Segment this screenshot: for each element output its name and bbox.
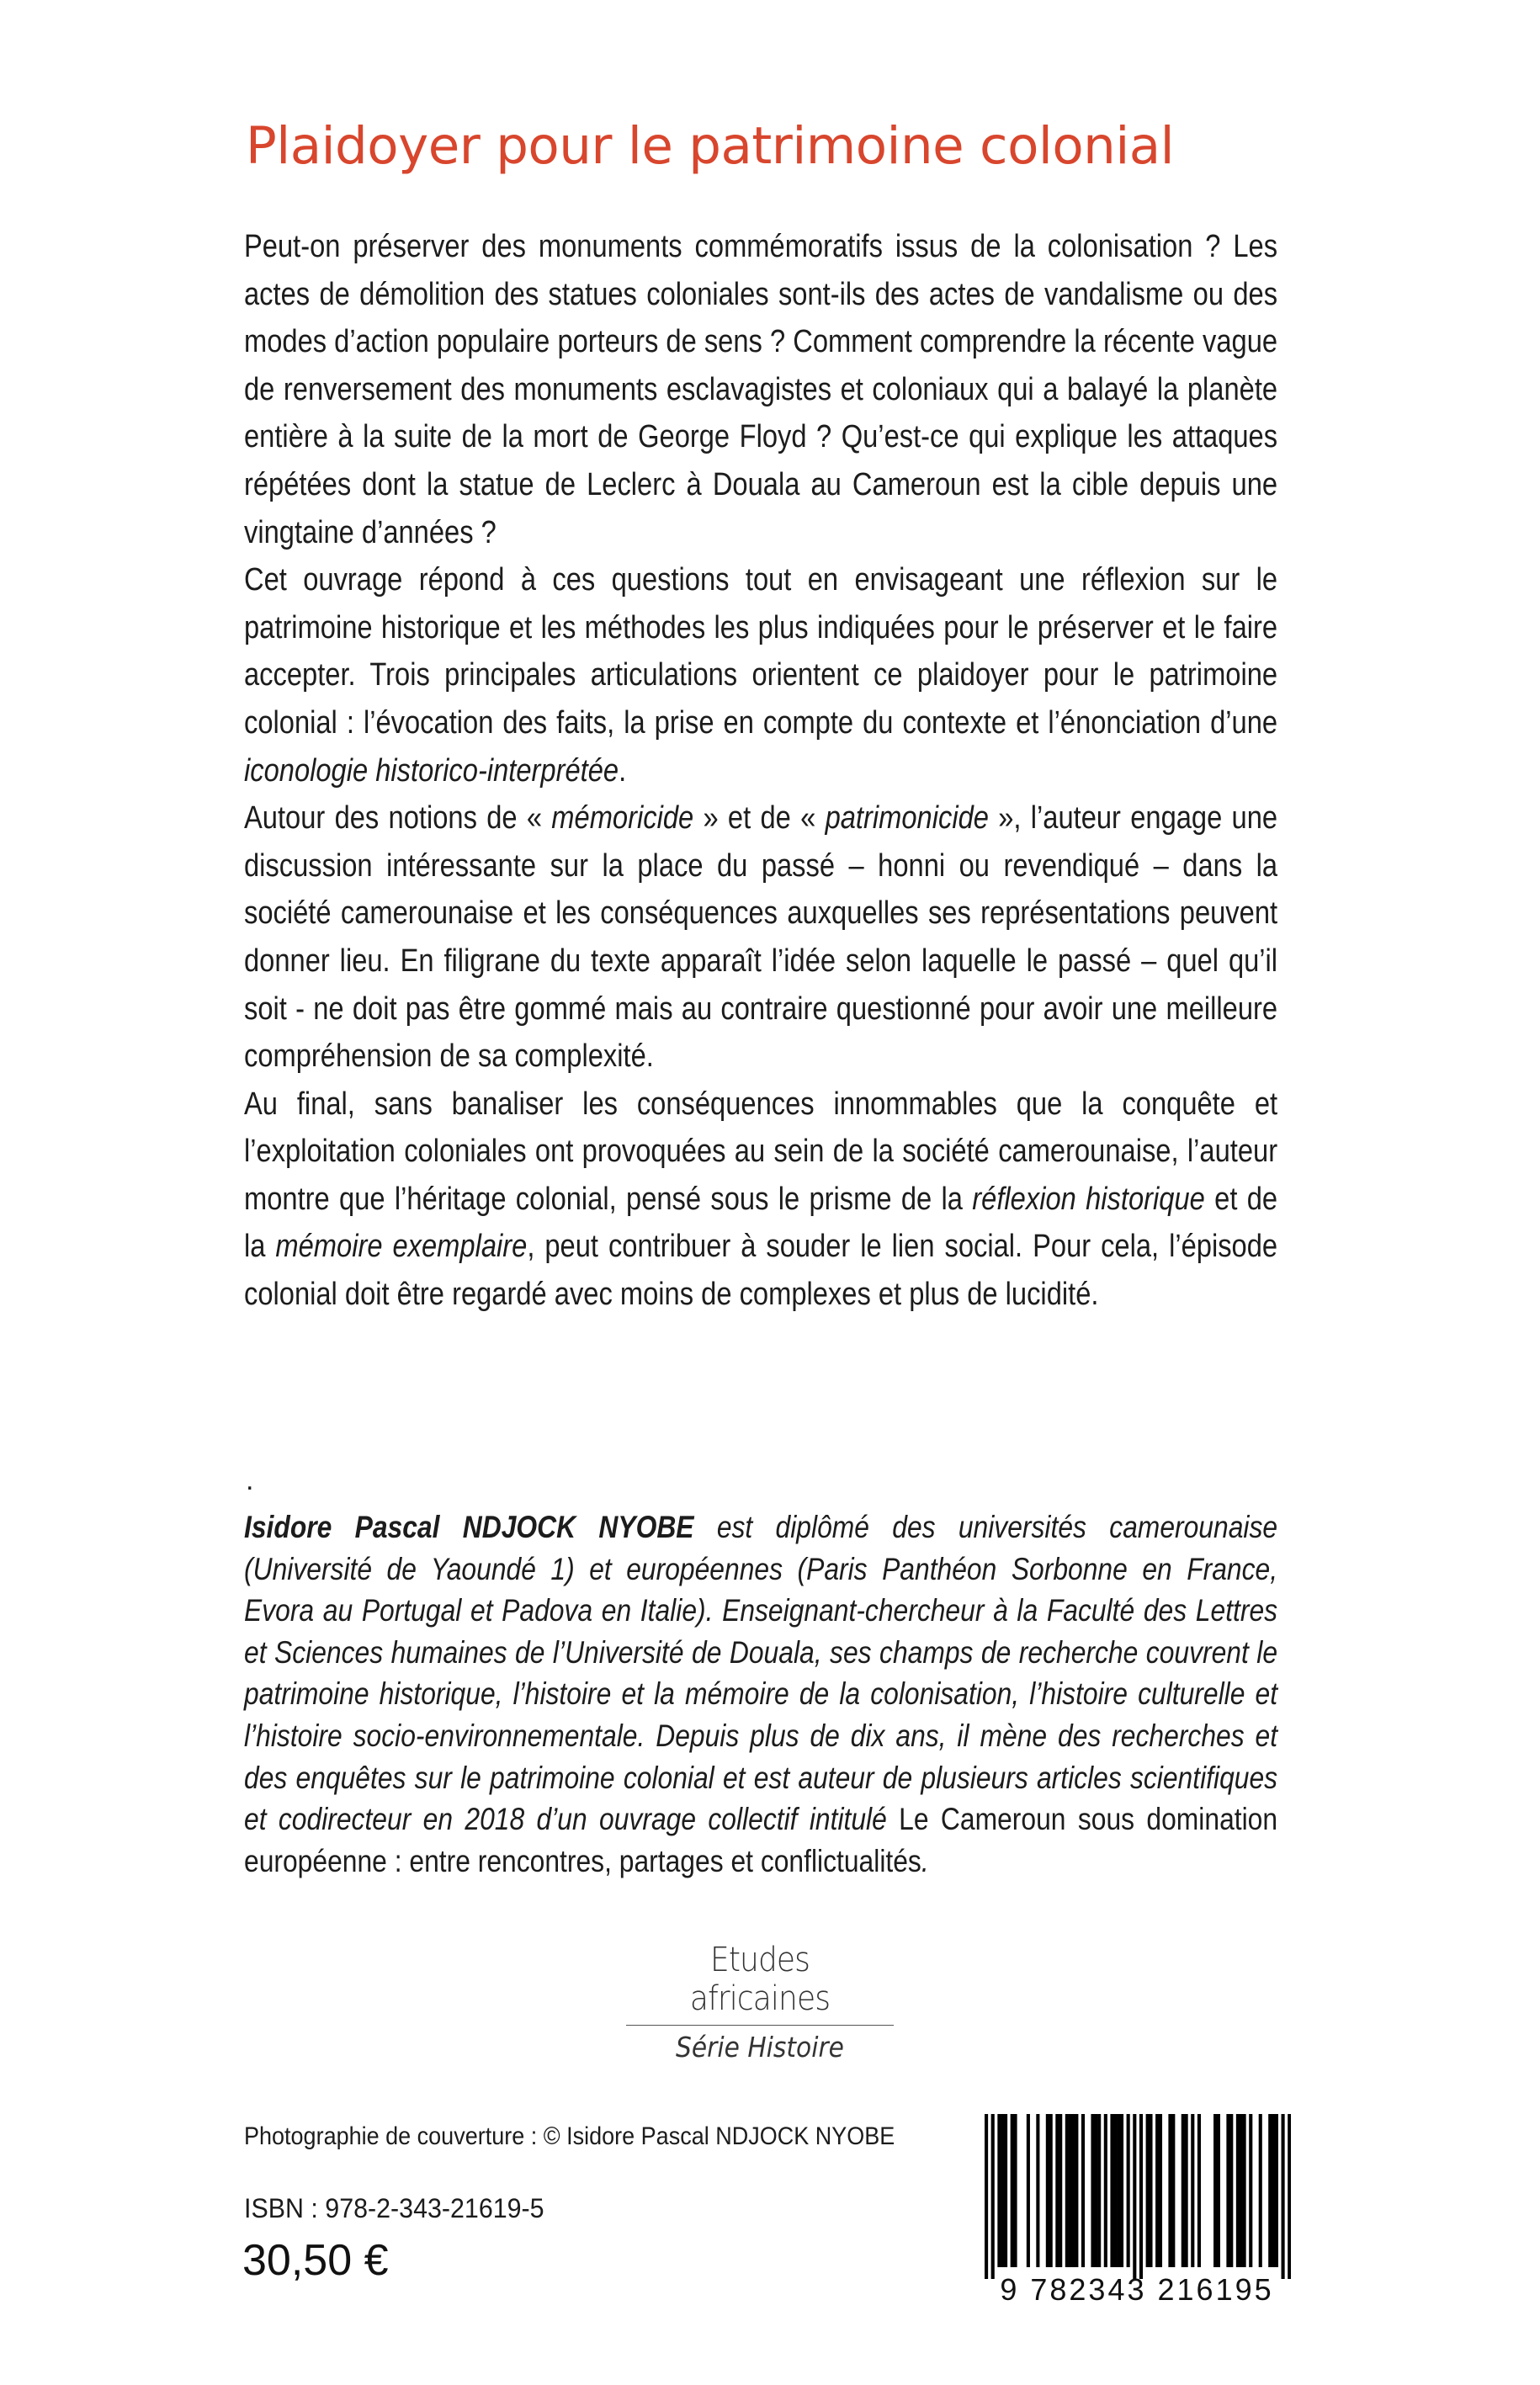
summary-paragraph-4 xyxy=(244,1081,1277,1319)
barcode-bar xyxy=(1091,2114,1094,2267)
barcode-bar xyxy=(1011,2114,1014,2267)
barcode-bar xyxy=(1059,2114,1062,2267)
barcode-bar xyxy=(1071,2114,1075,2267)
barcode-bar xyxy=(1094,2114,1097,2267)
barcode-bar xyxy=(1133,2114,1136,2279)
barcode-bar xyxy=(1155,2114,1159,2267)
paragraph-4-emphasis-1: réflexion historique xyxy=(972,1181,1205,1217)
barcode-bar xyxy=(1259,2114,1262,2267)
barcode-bar xyxy=(1027,2114,1030,2267)
paragraph-2-emphasis: iconologie historico-interprétée xyxy=(244,752,619,789)
series-logo xyxy=(626,1941,894,2064)
photo-credit: Photographie de couverture : © Isidore Pascal NDJOCK NYOBE xyxy=(244,2122,895,2150)
barcode-bar xyxy=(1197,2114,1201,2267)
paragraph-3-emphasis-1: mémoricide xyxy=(551,800,694,837)
barcode-bar xyxy=(1013,2114,1017,2267)
barcode-bar xyxy=(1146,2114,1150,2267)
series-name: Etudes africaines xyxy=(689,1941,831,2018)
barcode-bar xyxy=(997,2114,1001,2267)
barcode-bar xyxy=(1171,2114,1175,2267)
barcode xyxy=(985,2114,1291,2279)
barcode-bar xyxy=(1055,2114,1059,2267)
author-name: Isidore Pascal NDJOCK NYOBE xyxy=(244,1510,694,1544)
barcode-bar xyxy=(985,2114,988,2279)
cited-book-title: Le Cameroun sous domination européenne : entre rencontres, partages et conflictualités xyxy=(244,1802,1278,1878)
barcode-bar xyxy=(1268,2114,1272,2267)
barcode-bar xyxy=(1004,2114,1007,2267)
barcode-bar xyxy=(1159,2114,1162,2267)
barcode-bar xyxy=(1168,2114,1171,2267)
paragraph-2-end: . xyxy=(619,752,627,789)
barcode-digits: 9 782343 216195 xyxy=(1000,2272,1274,2307)
author-bio-text: est diplômé des universités camerounaise (Université de Yaoundé 1) et européennes (Paris Panthéon Sorbonne en France, Evora au Portugal et Padova en Italie). Enseignant-chercheur à la Faculté des Lettres et Sciences humaines de l’Université de Douala, ses champs de recherche couvrent le patrimoine historique, l’histoire et la mémoire de la colonisation, l’histoire culturelle et l’histoire socio-environnementale. Depuis plus de dix ans, il mène des recherches et des enquêtes sur le patrimoine colonial et est auteur de plusieurs articles scientifiques et codirecteur en 2018 d’un ouvrage collectif intitulé xyxy=(244,1510,1278,1837)
barcode-bar xyxy=(1226,2114,1229,2267)
barcode-bar xyxy=(1185,2114,1188,2267)
barcode-bar xyxy=(1113,2114,1117,2267)
barcode-bar xyxy=(991,2114,995,2279)
barcode-bar xyxy=(1120,2114,1123,2267)
summary-paragraph-1: Peut-on préserver des monuments commémoratifs issus de la colonisation ? Les actes de démolition des statues coloniales sont-ils des actes de vandalisme ou des modes d’action populaire porteurs de sens ? Comment comprendre la récente vague de renversement des monuments esclavagistes et coloniaux qui a balayé la planète entière à la suite de la mort de George Floyd ? Qu’est-ce qui explique les attaques répétées dont la statue de Leclerc à Douala au Cameroun est la cible depuis une vingtaine d’années ? xyxy=(244,229,1278,550)
paragraph-3-text-b: » et de « xyxy=(693,800,826,837)
barcode-bar xyxy=(1217,2114,1220,2267)
barcode-bar xyxy=(1081,2114,1085,2267)
barcode-bar xyxy=(1046,2114,1049,2267)
barcode-bar xyxy=(1117,2114,1120,2267)
author-bio-end: . xyxy=(921,1843,929,1878)
barcode-bar xyxy=(1275,2114,1278,2267)
barcode-bar xyxy=(1001,2114,1004,2267)
barcode-bar xyxy=(1110,2114,1113,2267)
barcode-bar xyxy=(1104,2114,1107,2267)
paragraph-3-text-c: », l’auteur engage une discussion intéressante sur la place du passé – honni ou revendiqué – dans la société camerounaise et les conséquences auxquelles ses représentations peuvent donner lieu. En filigrane du texte apparaît l’idée selon laquelle le passé – quel qu’il soit - ne doit pas être gommé mais au contraire questionné pour avoir une meilleure compréhension de sa complexité. xyxy=(244,800,1278,1075)
barcode-bar xyxy=(1213,2114,1217,2267)
barcode-bar xyxy=(1272,2114,1275,2267)
barcode-bar xyxy=(1288,2114,1291,2279)
barcode-graphic xyxy=(985,2114,1291,2279)
barcode-bar xyxy=(1229,2114,1233,2267)
paragraph-3-emphasis-2: patrimonicide xyxy=(825,800,989,837)
barcode-bar xyxy=(1127,2114,1130,2267)
barcode-bar xyxy=(1069,2114,1072,2267)
book-title: Plaidoyer pour le patrimoine colonial xyxy=(246,116,1175,176)
barcode-bar xyxy=(1240,2114,1243,2267)
barcode-bar xyxy=(1236,2114,1240,2267)
series-divider xyxy=(626,2025,894,2026)
barcode-bar xyxy=(1139,2114,1143,2279)
summary-paragraph-2 xyxy=(244,556,1277,794)
barcode-bar xyxy=(1249,2114,1252,2267)
author-biography xyxy=(244,1506,1277,1882)
paragraph-4-emphasis-2: mémoire exemplaire xyxy=(275,1229,528,1265)
separator-dot: . xyxy=(246,1464,254,1496)
barcode-bar xyxy=(1191,2114,1194,2267)
barcode-bar xyxy=(1065,2114,1069,2267)
barcode-bar xyxy=(1282,2114,1285,2279)
summary-paragraph-3 xyxy=(244,794,1277,1081)
paragraph-2-text: Cet ouvrage répond à ces questions tout en envisageant une réflexion sur le patrimoine historique et les méthodes les plus indiquées pour le préserver et le faire accepter. Trois principales articulations orientent ce plaidoyer pour le patrimoine colonial : l’évocation des faits, la prise en compte du contexte et l’énonciation d’une xyxy=(244,562,1278,741)
author-bio-paragraph xyxy=(244,1506,1277,1882)
subseries-name: Série Histoire xyxy=(676,2031,844,2064)
paragraph-4-text-c: , peut contribuer à souder le lien social. Pour cela, l’épisode colonial doit être regardé avec moins de complexes et plus de lucidité. xyxy=(244,1229,1278,1313)
barcode-bar xyxy=(1049,2114,1053,2267)
isbn: ISBN : 978-2-343-21619-5 xyxy=(244,2193,544,2223)
paragraph-4-text-a: Au final, sans banaliser les conséquences innommables que la conquête et l’exploitation coloniales ont provoquées au sein de la société camerounaise, l’auteur montre que l’héritage colonial, pensé sous le prisme de la xyxy=(244,1086,1278,1217)
barcode-bar xyxy=(1075,2114,1078,2267)
price: 30,50 € xyxy=(242,2236,389,2285)
barcode-bar xyxy=(1149,2114,1152,2267)
barcode-bar xyxy=(1036,2114,1039,2267)
barcode-bar xyxy=(1097,2114,1101,2267)
barcode-bar xyxy=(1182,2114,1185,2267)
paragraph-3-text-a: Autour des notions de « xyxy=(244,800,552,837)
barcode-bar xyxy=(1243,2114,1246,2267)
back-cover-summary xyxy=(244,223,1277,1319)
paragraph-4-text-b: et de la xyxy=(244,1181,1278,1265)
